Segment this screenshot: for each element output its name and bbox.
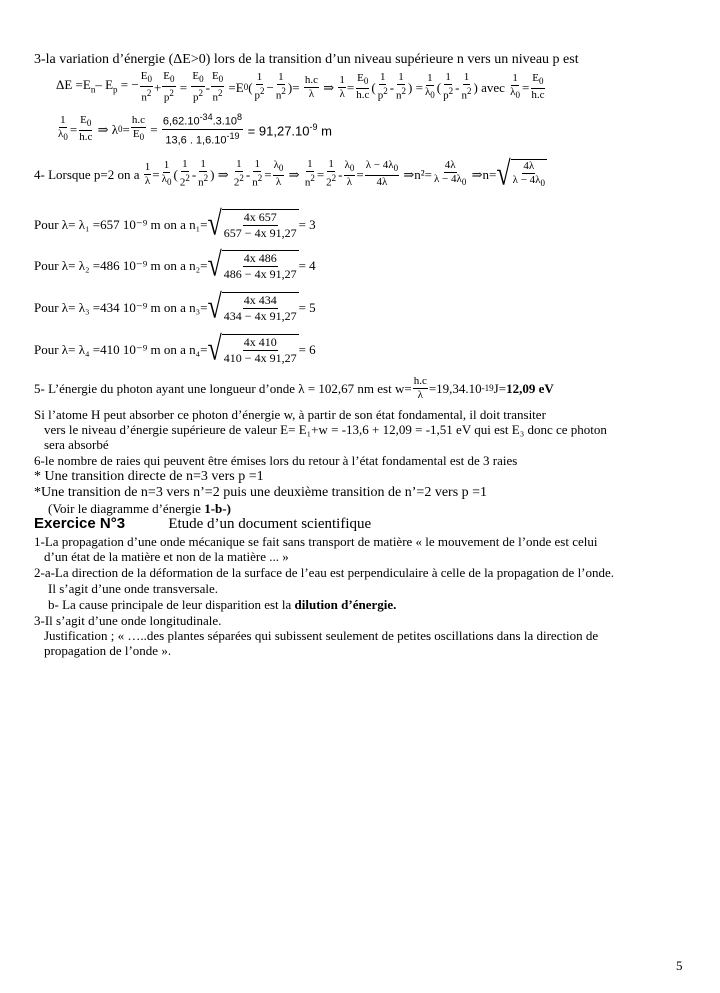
part6-line2: * Une transition directe de n=3 vers p =1 [34, 469, 264, 484]
n-row-3: Pour λ= λ₃ =434 10⁻⁹ m on a n₃= √ $\frac{4x 434}{434 - 4x 91,27}$ = 5 [34, 286, 316, 325]
ex3-line2: d’un état de la matière et non de la matière ... » [44, 549, 289, 564]
part6-line4: (Voir le diagramme d’énergie 1-b-) [48, 501, 231, 516]
n-row-2: Pour λ= λ₂ =486 10⁻⁹ m on a n₂= √ $\frac{4x 486}{486 - 4x 91,27}$ = 4 [34, 244, 316, 283]
ex3-line7: Justification ; « …..des plantes séparées qui subissent seulement de petites oscillations dans la direction de [44, 628, 599, 643]
part5-line3: vers le niveau d’énergie supérieure de valeur E= E₁+w = -13,6 + 12,09 = -1,51 eV qui est E₃ donc ce photon [44, 422, 607, 437]
ex3-line3: 2-a-La direction de la déformation de la surface de l’eau est perpendiculaire à celle de la propagation de l’onde. [34, 565, 615, 580]
page-number: 5 [676, 958, 683, 973]
ex3-line6: 3-Il s’agit d’une onde longitudinale. [34, 613, 222, 628]
lambda0-equation: $\frac{1}{\lambda_0}$ = $\frac{E_0}{h.c}$ ⇒ λ 0 = $\frac{h.c}{E_0}$ = $\frac{6,62.10^{-34}.3.10^8}{13,6 . 1,6.10^{-19}}$ = $91,27.10^{-9}$ m [58, 111, 332, 147]
part5-line4: sera absorbé [44, 437, 109, 452]
energy-equation: $\Delta E =E_n-$ $E_p$ = − $\frac{E_0}{n^2}$ + $\frac{E_0}{p^2}$ = $\frac{E_0}{p^2}$ - $\frac{E_0}{n^2}$ =E 0 ( $\frac{1}{p^2}$ − $\frac{1}{n^2}$ )= $\frac{h.c}{\lambda}$ ⇒ $\frac{1}{\lambda}$ = $\frac{E_0}{h.c}$ ( $\frac{1}{p^2}$ - $\frac{1}{n^2}$ ) = $\frac{1}{\lambda_0}$ ( $\frac{1}{p^2}$ - $\frac{1}{n^2}$ ) avec $\frac{1}{\lambda_0}$ = $\frac{E_0}{h.c}$ [56, 69, 545, 104]
part6-line3: *Une transition de n=3 vers n’=2 puis une deuxième transition de n’=2 vers p =1 [34, 485, 488, 500]
ex3-line8: propagation de l’onde ». [44, 643, 172, 658]
part6-line1: 6-le nombre de raies qui peuvent être émises lors du retour à l’état fondamental est de 3 raies [34, 453, 518, 468]
part5-line2: Si l’atome H peut absorber ce photon d’énergie w, à partir de son état fondamental, il doit transiter [34, 407, 546, 422]
part5-line1: 5- L’énergie du photon ayant une longueur d’onde λ = 102,67 nm est w= $\frac{h.c}{\lambda}$ =19,34.10 -19 J= 12,09 eV [34, 374, 554, 401]
ex3-line1: 1-La propagation d’une onde mécanique se fait sans transport de matière « le mouvement de l’onde est celui [34, 534, 598, 549]
part4-equation: 4- Lorsque p=2 on a $\frac{1}{\lambda}$ = $\frac{1}{\lambda_0}$ ( $\frac{1}{2^2}$ - $\frac{1}{n^2}$ ) ⇒ $\frac{1}{2^2}$ - $\frac{1}{n^2}$ = $\frac{\lambda_0}{\lambda}$ ⇒ $\frac{1}{n^2}$ = $\frac{1}{2^2}$ - $\frac{\lambda_0}{\lambda}$ = $\frac{\lambda - 4\lambda_0}{4\lambda}$ ⇒ n²= $\frac{4\lambda}{\lambda - 4\lambda_0}$ ⇒ n= √ $\frac{4\lambda}{\lambda - 4\lambda_0}$ [34, 154, 545, 193]
ex3-line5: b- La cause principale de leur disparition est la dilution d’énergie. [48, 597, 397, 612]
n-row-1: Pour λ= λ₁ =657 10⁻⁹ m on a n₁= √ $\frac{4x 657}{657 - 4x 91,27}$ = 3 [34, 203, 316, 242]
part3-intro: 3-la variation d’énergie (ΔE>0) lors de la transition d’un niveau supérieure n vers un niveau p est [34, 52, 579, 67]
ex3-line4: Il s’agit d’une onde transversale. [48, 581, 219, 596]
n-row-4: Pour λ= λ₄ =410 10⁻⁹ m on a n₄= √ $\frac{4x 410}{410 - 4x 91,27}$ = 6 [34, 328, 316, 367]
exercise3-heading: Exercice N°3 Etude d’un document scientifique [34, 515, 372, 532]
